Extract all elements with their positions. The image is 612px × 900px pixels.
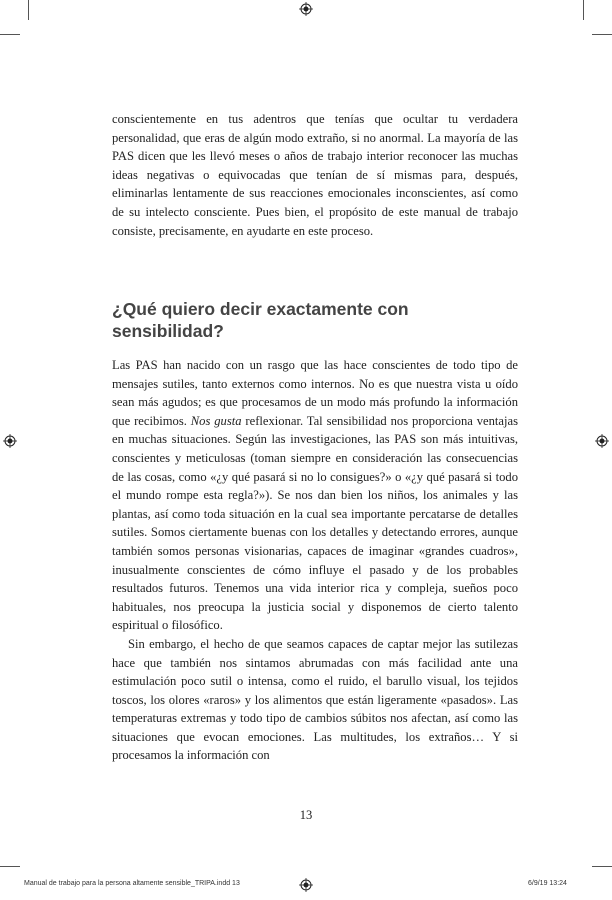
main-body-block xyxy=(112,356,518,765)
registration-mark-left-icon xyxy=(3,434,17,448)
body-paragraph: conscientemente en tus adentros que tenías que ocultar tu verdadera personalidad, que eras de algún modo extraño, si no anormal. La mayoría de las PAS dicen que les llevó meses o años de trabajo interior reconocer las muchas ideas negativas o equivocadas que tenían de sí mismas para, después, eliminarlas lentamente de sus reacciones emocionales inconscientes, así como de su intelecto consciente. Pues bien, el propósito de este manual de trabajo consiste, precisamente, en ayudarte en este proceso. xyxy=(112,112,518,238)
page-number: 13 xyxy=(299,808,313,822)
opening-paragraph-block xyxy=(112,110,518,240)
registration-mark-bottom-icon xyxy=(299,878,313,892)
print-slug-filename: Manual de trabajo para la persona altamente sensible_TRIPA.indd 13 xyxy=(24,880,240,887)
body-text: Las PAS han nacido con un rasgo que las hace conscientes de todo tipo de mensajes sutiles, tanto externos como internos. No es que nuestra vista u oído sean más agudos; es que procesamos de un modo más profundo la información que recibimos. xyxy=(112,358,518,428)
body-paragraph xyxy=(112,356,518,635)
emphasized-text: Nos gusta xyxy=(190,413,242,428)
section-heading: ¿Qué quiero decir exactamente con sensibilidad? xyxy=(112,299,409,341)
crop-mark-top-left xyxy=(28,0,29,20)
crop-mark-top-right xyxy=(583,0,584,20)
body-text: reflexionar. Tal sensibilidad nos proporciona ventajas en muchas situaciones. Según las investigaciones, las PAS son más intuitivas, conscientes y meticulosas (toman siempre en consideración las consecuencias de las cosas, como «¿y qué pasará si no lo consigues?» o «¿y qué pasará si todo el mundo rompe esta regla?»). Se nos dan bien los niños, los animales y las plantas, así como toda situación en la cual sea importante percatarse de detalles sutiles. Somos ciertamente buenas con los detalles y detectando errores, aunque también somos personas visionarias, capaces de imaginar «grandes cuadros», inusualmente conscientes de cómo influye el pasado y de los probables resultados futuros. Tenemos una vida interior rica y compleja, sueños poco habituales, nos preocupa la justicia social y disponemos de cierto talento espiritual o filosófico. xyxy=(112,413,518,633)
crop-mark-left-top xyxy=(0,34,20,35)
registration-mark-right-icon xyxy=(595,434,609,448)
crop-mark-left-bottom xyxy=(0,866,20,867)
registration-mark-top-icon xyxy=(299,2,313,16)
print-slug-timestamp: 6/9/19 13:24 xyxy=(528,880,567,887)
crop-mark-right-top xyxy=(592,34,612,35)
crop-mark-right-bottom xyxy=(592,866,612,867)
body-paragraph: Sin embargo, el hecho de que seamos capaces de captar mejor las sutilezas hace que también nos sintamos abrumadas con más facilidad ante una estimulación poco sutil o intensa, como el ruido, el barullo visual, los tejidos toscos, los olores «raros» y los alimentos que están ligeramente «pasados». Las temperaturas extremas y todo tipo de cambios súbitos nos afectan, así como las situaciones que evocan emociones. Las multitudes, los extraños… Y si procesamos la información con xyxy=(112,636,518,763)
